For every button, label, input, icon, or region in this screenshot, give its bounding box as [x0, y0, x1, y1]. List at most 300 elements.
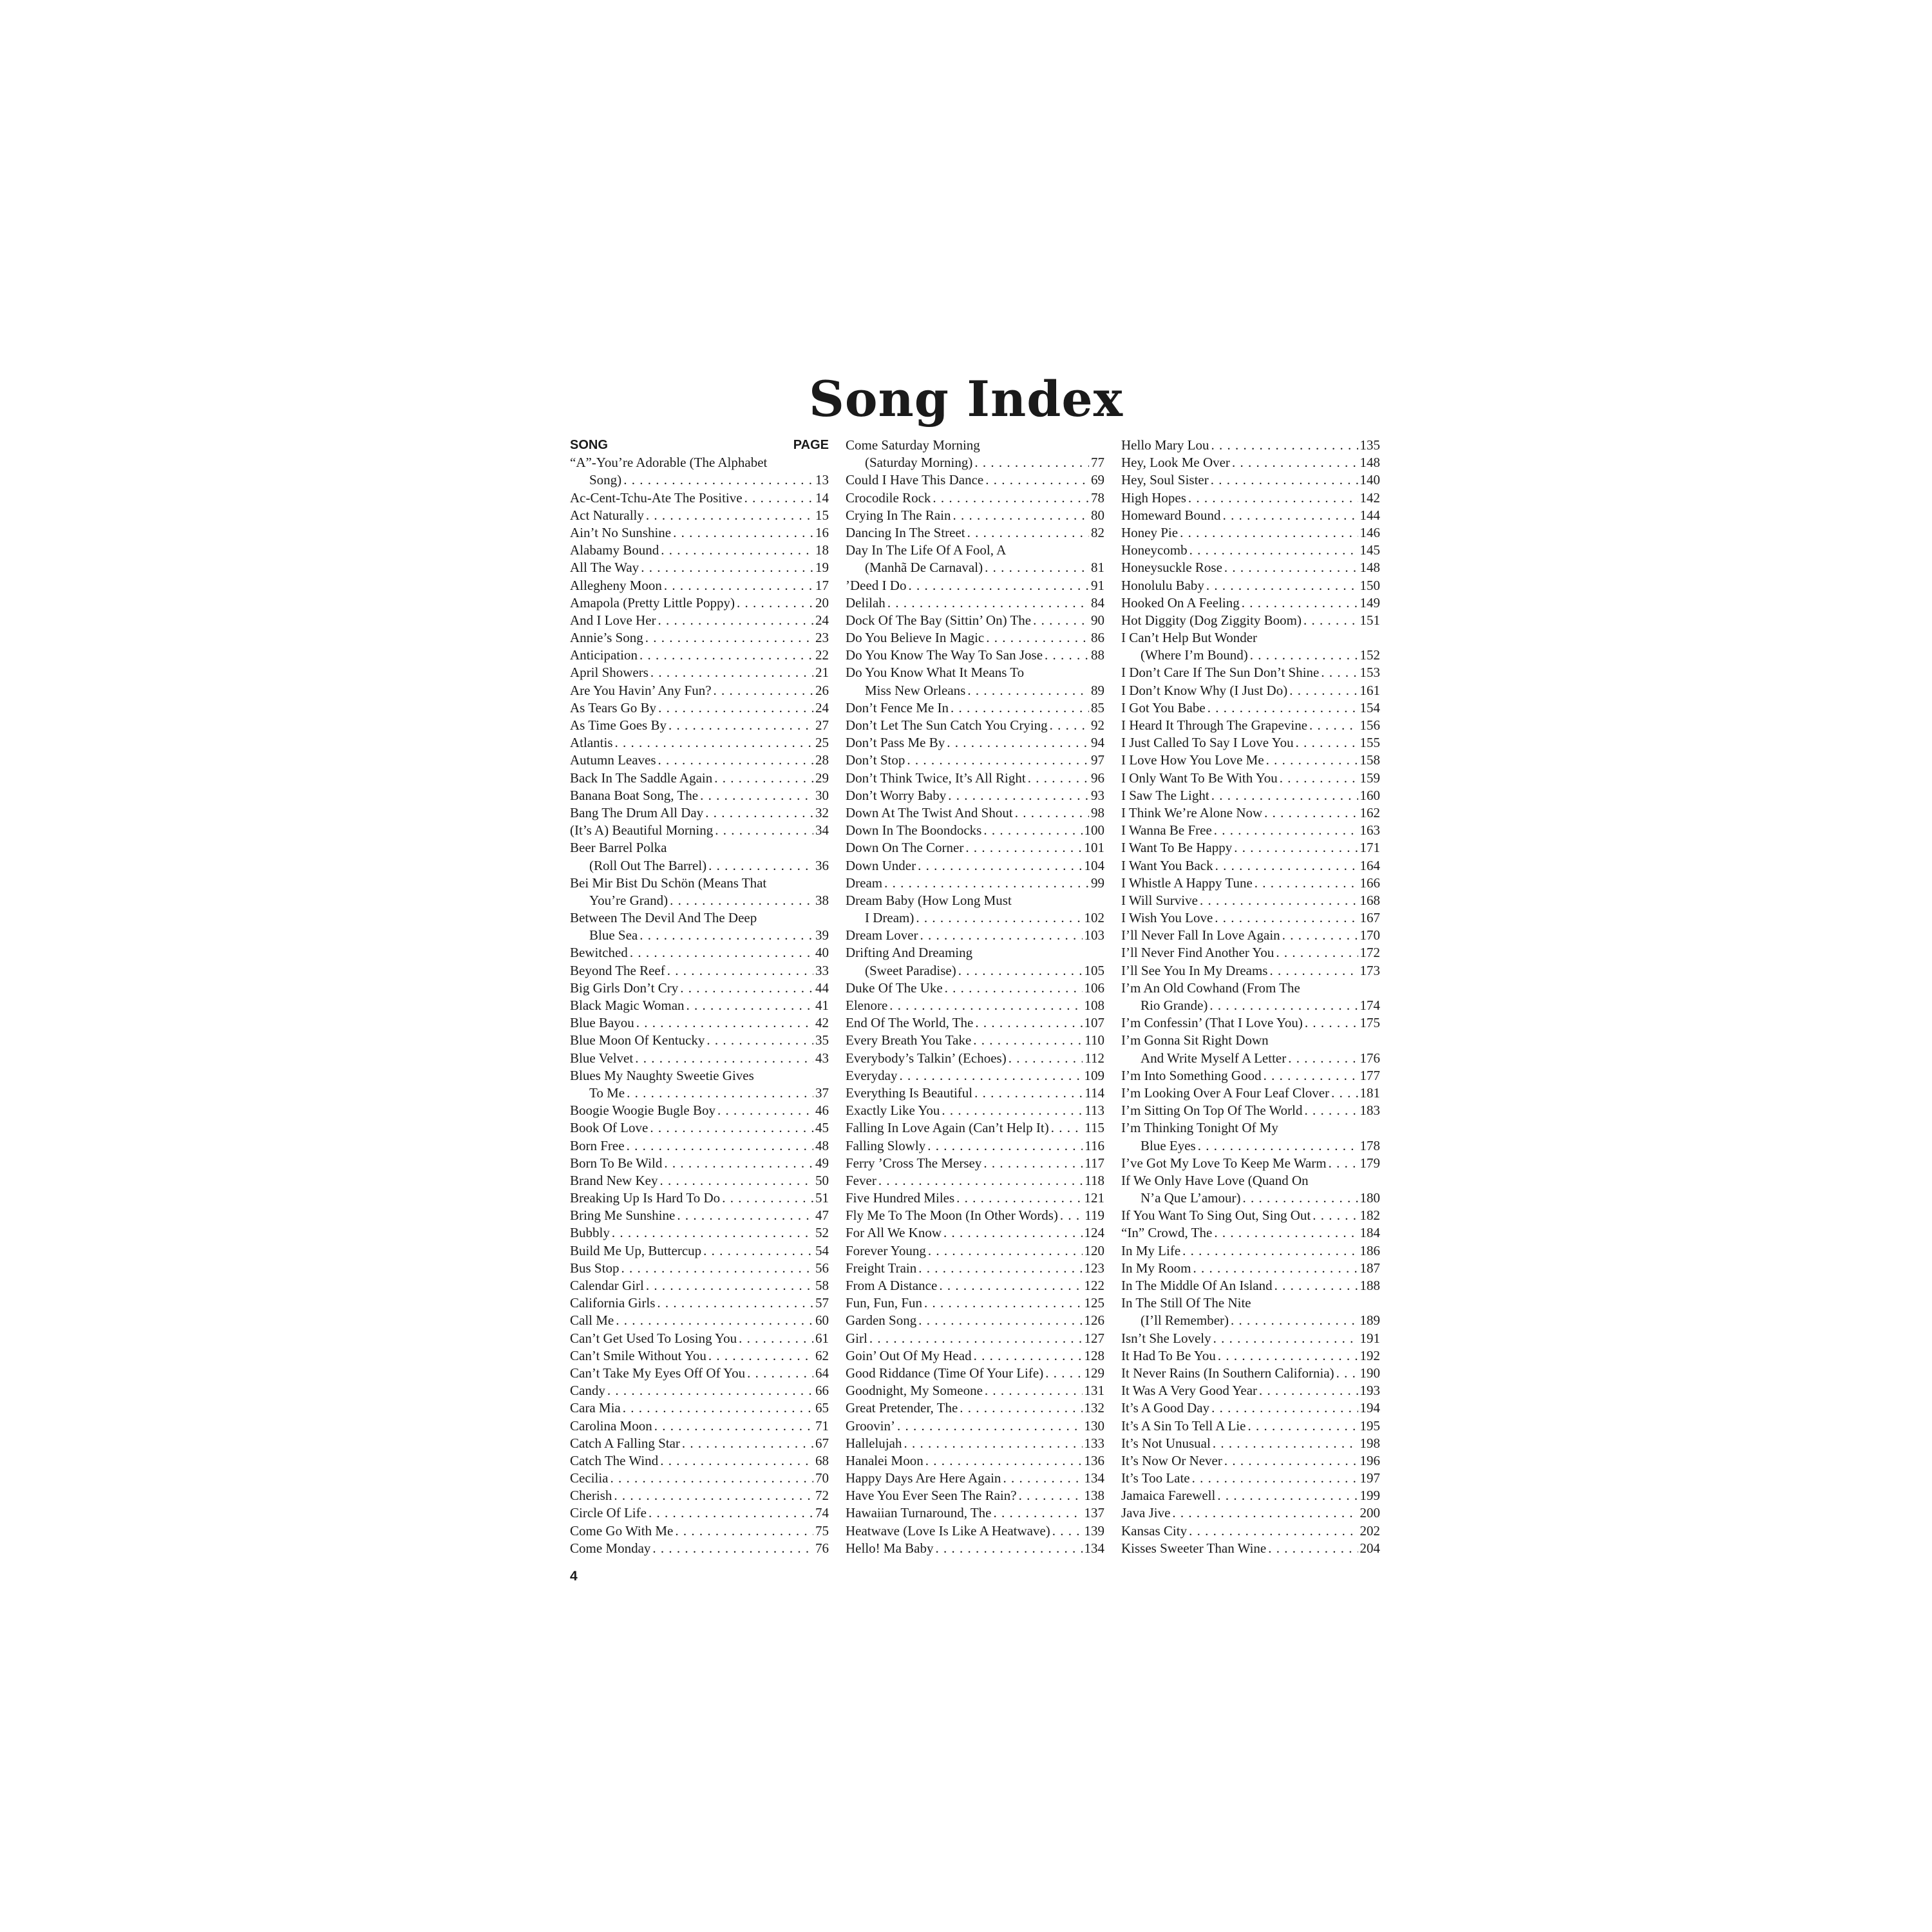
page-ref: 97 [1091, 752, 1104, 768]
index-entry [846, 892, 1104, 909]
page-ref: 121 [1084, 1190, 1104, 1206]
page-ref: 107 [1084, 1015, 1104, 1031]
song-title: High Hopes [1121, 489, 1186, 506]
page-ref: 162 [1359, 804, 1380, 820]
page-ref: 26 [815, 682, 829, 698]
song-title: Hot Diggity (Dog Ziggity Boom) [1121, 612, 1302, 628]
index-entry [570, 1084, 829, 1102]
song-title: Dream Baby (How Long Must [846, 892, 1012, 908]
song-title: (Manhã De Carnaval) [865, 560, 983, 576]
dot-leader [994, 1504, 1083, 1522]
song-title: Homeward Bound [1121, 507, 1221, 523]
song-title: I Think We’re Alone Now [1121, 804, 1263, 820]
page-ref: 177 [1359, 1067, 1380, 1083]
index-entry [1121, 909, 1380, 927]
index-entry [570, 1032, 829, 1049]
page-ref: 49 [815, 1155, 829, 1171]
page-ref: 39 [815, 927, 829, 943]
dot-leader [673, 524, 813, 542]
song-title: I Got You Babe [1121, 699, 1206, 715]
dot-leader [933, 489, 1089, 507]
page-ref: 191 [1359, 1330, 1380, 1346]
index-entry [846, 1067, 1104, 1084]
page-ref: 90 [1091, 612, 1104, 628]
page-ref: 101 [1084, 840, 1104, 856]
index-entry [570, 1487, 829, 1504]
index-entry [846, 927, 1104, 944]
page-ref: 198 [1359, 1435, 1380, 1451]
song-title: Honey Pie [1121, 524, 1179, 540]
index-entry [570, 542, 829, 559]
page-ref: 180 [1359, 1190, 1380, 1206]
dot-leader [965, 839, 1082, 857]
song-title: Breaking Up Is Hard To Do [570, 1190, 721, 1206]
index-entry [846, 1260, 1104, 1277]
index-entry [570, 1540, 829, 1557]
page-ref: 149 [1359, 594, 1380, 611]
dot-leader [1329, 1155, 1358, 1172]
index-entry [570, 1102, 829, 1119]
page-ref: 122 [1084, 1278, 1104, 1293]
page-ref: 89 [1091, 682, 1104, 698]
song-title: It’s A Good Day [1121, 1400, 1210, 1416]
page-ref: 105 [1084, 962, 1104, 978]
song-title: Down Under [846, 857, 916, 873]
index-entry [846, 489, 1104, 507]
dot-leader [670, 892, 813, 909]
song-title: Ferry ’Cross The Mersey [846, 1155, 982, 1171]
dot-leader [884, 875, 1089, 892]
page-ref: 136 [1084, 1452, 1104, 1468]
dot-leader [1209, 997, 1358, 1014]
song-title: If We Only Have Love (Quand On [1121, 1172, 1309, 1188]
index-entry [846, 1172, 1104, 1189]
index-entry [570, 927, 829, 944]
index-column-2 [846, 437, 1104, 1557]
index-entry [1121, 892, 1380, 909]
page-ref: 32 [815, 804, 829, 820]
dot-leader [708, 857, 813, 875]
song-title: Heatwave (Love Is Like A Heatwave) [846, 1522, 1050, 1539]
song-title: I Want You Back [1121, 857, 1213, 873]
index-entry [846, 1242, 1104, 1260]
page-ref: 58 [815, 1278, 829, 1293]
song-title: Hey, Look Me Over [1121, 455, 1230, 471]
song-title: Ac-Cent-Tchu-Ate The Positive [570, 489, 743, 506]
song-title: Beyond The Reef [570, 962, 665, 978]
page-ref: 22 [815, 647, 829, 663]
song-title: Build Me Up, Buttercup [570, 1242, 702, 1258]
page-ref: 36 [815, 857, 829, 873]
song-title: Come Saturday Morning [846, 437, 980, 453]
dot-leader [1243, 1189, 1358, 1207]
index-entry [846, 629, 1104, 647]
dot-leader [657, 1294, 813, 1312]
dot-leader [986, 629, 1089, 647]
song-title: Don’t Let The Sun Catch You Crying [846, 717, 1048, 733]
page-ref: 43 [815, 1050, 829, 1066]
song-title: Dream [846, 875, 883, 891]
page-ref: 72 [815, 1488, 829, 1504]
song-title: Don’t Worry Baby [846, 787, 947, 803]
page-ref: 86 [1091, 630, 1104, 646]
dot-leader [975, 1014, 1082, 1032]
index-entry [1121, 787, 1380, 804]
index-entry [570, 857, 829, 875]
page-ref: 29 [815, 770, 829, 786]
song-title: It’s A Sin To Tell A Lie [1121, 1417, 1246, 1434]
index-entry [570, 682, 829, 699]
page-ref: 179 [1359, 1155, 1380, 1171]
index-entry [570, 1330, 829, 1347]
index-entry [846, 612, 1104, 629]
index-entry [1121, 1224, 1380, 1242]
index-entry [846, 647, 1104, 664]
song-title: I Will Survive [1121, 892, 1198, 908]
song-title: (Where I’m Bound) [1141, 647, 1248, 663]
song-title: Don’t Stop [846, 752, 905, 768]
song-title: I’ve Got My Love To Keep Me Warm [1121, 1155, 1327, 1171]
dot-leader [985, 471, 1089, 489]
dot-leader [612, 1224, 813, 1242]
index-entry [846, 944, 1104, 961]
dot-leader [645, 629, 813, 647]
dot-leader [1182, 1242, 1358, 1260]
page-ref: 48 [815, 1137, 829, 1153]
page-ref: 77 [1091, 455, 1104, 471]
dot-leader [680, 980, 813, 997]
page-ref: 76 [815, 1540, 829, 1556]
song-title: I’ll Never Find Another You [1121, 945, 1274, 961]
dot-leader [953, 507, 1089, 524]
page-ref: 148 [1359, 455, 1380, 471]
song-title: I Only Want To Be With You [1121, 770, 1278, 786]
dot-leader [869, 1330, 1083, 1347]
index-entry [846, 524, 1104, 542]
dot-leader [916, 909, 1082, 927]
dot-leader [607, 1382, 813, 1399]
song-title: Beer Barrel Polka [570, 840, 667, 856]
dot-leader [967, 682, 1089, 699]
page-ref: 45 [815, 1120, 829, 1136]
song-title: (It’s A) Beautiful Morning [570, 822, 714, 838]
index-entry [570, 664, 829, 681]
page-ref: 148 [1359, 560, 1380, 576]
dot-leader [974, 1084, 1083, 1102]
index-entry [570, 1452, 829, 1470]
dot-leader [639, 927, 813, 944]
index-entry [846, 1207, 1104, 1224]
index-entry [1121, 717, 1380, 734]
song-title: I’m Into Something Good [1121, 1067, 1262, 1083]
dot-leader [958, 962, 1083, 980]
page-ref: 171 [1359, 840, 1380, 856]
index-entry [570, 489, 829, 507]
dot-leader [1224, 559, 1358, 576]
index-entry [570, 1119, 829, 1137]
page-ref: 190 [1359, 1365, 1380, 1381]
dot-leader [649, 1504, 813, 1522]
song-title: Girl [846, 1330, 867, 1346]
dot-leader [658, 699, 813, 717]
page-ref: 44 [815, 980, 829, 996]
dot-leader [939, 1277, 1082, 1294]
dot-leader [659, 1172, 813, 1189]
dot-leader [658, 612, 813, 629]
dot-leader [889, 997, 1082, 1014]
song-title: Catch The Wind [570, 1452, 659, 1468]
song-title: Don’t Fence Me In [846, 699, 949, 715]
dot-leader [1264, 804, 1358, 822]
index-entry [1121, 1172, 1380, 1189]
index-entry [846, 594, 1104, 612]
index-entry [846, 734, 1104, 752]
page-ref: 23 [815, 630, 829, 646]
dot-leader [1280, 770, 1358, 787]
index-entry [1121, 944, 1380, 961]
song-title: I Heard It Through The Grapevine [1121, 717, 1308, 733]
page-ref: 99 [1091, 875, 1104, 891]
page-ref: 68 [815, 1452, 829, 1468]
index-entry [570, 1050, 829, 1067]
index-entry [1121, 699, 1380, 717]
song-title: Everybody’s Talkin’ (Echoes) [846, 1050, 1007, 1066]
page-ref: 38 [815, 892, 829, 908]
page-ref: 173 [1359, 962, 1380, 978]
page-ref: 172 [1359, 945, 1380, 961]
page-ref: 67 [815, 1435, 829, 1451]
index-entry [570, 1294, 829, 1312]
song-title: Duke Of The Uke [846, 980, 943, 996]
song-title: As Tears Go By [570, 699, 657, 715]
dot-leader [1189, 542, 1358, 559]
song-title: Fly Me To The Moon (In Other Words) [846, 1208, 1058, 1224]
song-title: Dream Lover [846, 927, 918, 943]
dot-leader [1211, 437, 1358, 454]
page-ref: 104 [1084, 857, 1104, 873]
index-entry [1121, 1084, 1380, 1102]
index-entry [570, 839, 829, 857]
page-ref: 98 [1091, 804, 1104, 820]
song-title: Fever [846, 1172, 876, 1188]
page-ref: 182 [1359, 1208, 1380, 1224]
index-entry [846, 1417, 1104, 1435]
index-entry [1121, 1014, 1380, 1032]
dot-leader [703, 1242, 813, 1260]
song-title: Groovin’ [846, 1417, 895, 1434]
dot-leader [973, 1032, 1083, 1049]
page-ref: 88 [1091, 647, 1104, 663]
song-title: Blue Eyes [1141, 1137, 1196, 1153]
index-entry [1121, 1119, 1380, 1137]
song-title: Can’t Take My Eyes Off Of You [570, 1365, 746, 1381]
song-title: California Girls [570, 1295, 656, 1311]
page-ref: 34 [815, 822, 829, 838]
index-entry [846, 1084, 1104, 1102]
song-title: Calendar Girl [570, 1278, 644, 1293]
page-ref: 183 [1359, 1103, 1380, 1119]
page-ref: 151 [1359, 612, 1380, 628]
page-ref: 82 [1091, 524, 1104, 540]
index-entry [846, 839, 1104, 857]
song-title: If You Want To Sing Out, Sing Out [1121, 1208, 1311, 1224]
page-ref: 123 [1084, 1260, 1104, 1276]
song-title: Hey, Soul Sister [1121, 472, 1209, 488]
page-ref: 62 [815, 1347, 829, 1363]
page-ref: 181 [1359, 1084, 1380, 1101]
song-title: Book Of Love [570, 1120, 649, 1136]
page-ref: 119 [1084, 1208, 1104, 1224]
page-ref: 120 [1084, 1242, 1104, 1258]
index-entry [1121, 594, 1380, 612]
song-title: All The Way [570, 560, 639, 576]
song-title: I Want To Be Happy [1121, 840, 1233, 856]
dot-leader [1312, 1207, 1358, 1224]
page-ref: 192 [1359, 1347, 1380, 1363]
page-ref: 161 [1359, 682, 1380, 698]
dot-leader [1259, 1382, 1358, 1399]
dot-leader [614, 1487, 813, 1504]
index-entry [846, 437, 1104, 454]
index-entry [846, 1540, 1104, 1557]
song-title: Brand New Key [570, 1172, 658, 1188]
index-entry [1121, 1242, 1380, 1260]
song-title: Big Girls Don’t Cry [570, 980, 679, 996]
page-ref: 28 [815, 752, 829, 768]
index-entry [846, 1330, 1104, 1347]
dot-leader [661, 542, 813, 559]
page-ref: 100 [1084, 822, 1104, 838]
song-title: Blue Bayou [570, 1015, 634, 1031]
index-entry [570, 699, 829, 717]
dot-leader [1269, 962, 1358, 980]
index-entry [846, 542, 1104, 559]
index-entry [570, 471, 829, 489]
dot-leader [1288, 1050, 1358, 1067]
song-title: Garden Song [846, 1312, 917, 1329]
page-ref: 204 [1359, 1540, 1380, 1556]
dot-leader [621, 1260, 813, 1277]
index-entry [846, 1050, 1104, 1067]
song-title: Between The Devil And The Deep [570, 910, 757, 926]
song-title: Do You Know What It Means To [846, 665, 1025, 681]
song-title: Cecilia [570, 1470, 609, 1486]
dot-leader [947, 734, 1089, 752]
entry-list [1121, 437, 1380, 1557]
dot-leader [1215, 909, 1358, 927]
dot-leader [1052, 1522, 1083, 1540]
page-ref: 139 [1084, 1522, 1104, 1539]
page-ref: 132 [1084, 1400, 1104, 1416]
page-ref: 175 [1359, 1015, 1380, 1031]
index-entry [1121, 454, 1380, 471]
index-entry [1121, 577, 1380, 594]
song-title: Java Jive [1121, 1505, 1171, 1521]
page-ref: 60 [815, 1312, 829, 1329]
song-title: Bang The Drum All Day [570, 804, 704, 820]
index-entry [570, 962, 829, 980]
song-title: Jamaica Farewell [1121, 1488, 1216, 1504]
index-entry [1121, 1102, 1380, 1119]
page-ref: 41 [815, 998, 829, 1013]
index-entry [1121, 629, 1380, 647]
song-title: I Don’t Care If The Sun Don’t Shine [1121, 665, 1320, 681]
page-ref: 135 [1359, 437, 1380, 453]
song-title: Catch A Falling Star [570, 1435, 680, 1451]
index-entry [570, 787, 829, 804]
song-title: Candy [570, 1383, 605, 1399]
page-ref: 126 [1084, 1312, 1104, 1329]
song-title: Can’t Smile Without You [570, 1347, 706, 1363]
page-ref: 144 [1359, 507, 1380, 523]
dot-leader [737, 594, 813, 612]
dot-leader [630, 944, 813, 961]
page-ref: 197 [1359, 1470, 1380, 1486]
page-ref: 92 [1091, 717, 1104, 733]
index-entry [1121, 559, 1380, 576]
index-entry [570, 1522, 829, 1540]
index-entry [570, 1312, 829, 1329]
page-ref: 94 [1091, 735, 1104, 751]
dot-leader [1028, 770, 1089, 787]
dot-leader [985, 1382, 1083, 1399]
page-ref: 85 [1091, 699, 1104, 715]
index-entry [1121, 1417, 1380, 1435]
page-ref: 117 [1084, 1155, 1104, 1171]
song-title: In The Middle Of An Island [1121, 1278, 1273, 1293]
song-title: It’s Too Late [1121, 1470, 1190, 1486]
dot-leader [1232, 454, 1358, 471]
song-title: Good Riddance (Time Of Your Life) [846, 1365, 1044, 1381]
song-title: Can’t Get Used To Losing You [570, 1330, 737, 1346]
index-entry [1121, 1522, 1380, 1540]
song-title: April Showers [570, 665, 649, 681]
song-title: Hooked On A Feeling [1121, 594, 1240, 611]
page-ref: 70 [815, 1470, 829, 1486]
song-title: Exactly Like You [846, 1103, 940, 1119]
page-ref: 118 [1084, 1172, 1104, 1188]
page-ref: 20 [815, 594, 829, 611]
index-entry [846, 1155, 1104, 1172]
dot-leader [1015, 804, 1089, 822]
page-ref: 37 [815, 1084, 829, 1101]
dot-leader [918, 857, 1082, 875]
index-entry [1121, 1435, 1380, 1452]
dot-leader [960, 1399, 1082, 1417]
index-entry [846, 962, 1104, 980]
index-entry [1121, 839, 1380, 857]
dot-leader [627, 1137, 813, 1155]
dot-leader [1305, 1102, 1358, 1119]
dot-leader [635, 1050, 813, 1067]
index-entry [846, 1487, 1104, 1504]
song-title: It Had To Be You [1121, 1347, 1216, 1363]
page-ref: 129 [1084, 1365, 1104, 1381]
page-ref: 35 [815, 1032, 829, 1048]
page-ref: 194 [1359, 1400, 1380, 1416]
dot-leader [920, 927, 1083, 944]
dot-leader [1045, 647, 1089, 664]
dot-leader [1268, 1540, 1358, 1557]
song-title: Have You Ever Seen The Rain? [846, 1488, 1017, 1504]
index-entry [846, 682, 1104, 699]
index-entry [846, 787, 1104, 804]
index-entry [1121, 770, 1380, 787]
index-entry [1121, 1330, 1380, 1347]
dot-leader [610, 1470, 813, 1487]
dot-leader [1247, 1417, 1358, 1435]
dot-leader [700, 787, 813, 804]
